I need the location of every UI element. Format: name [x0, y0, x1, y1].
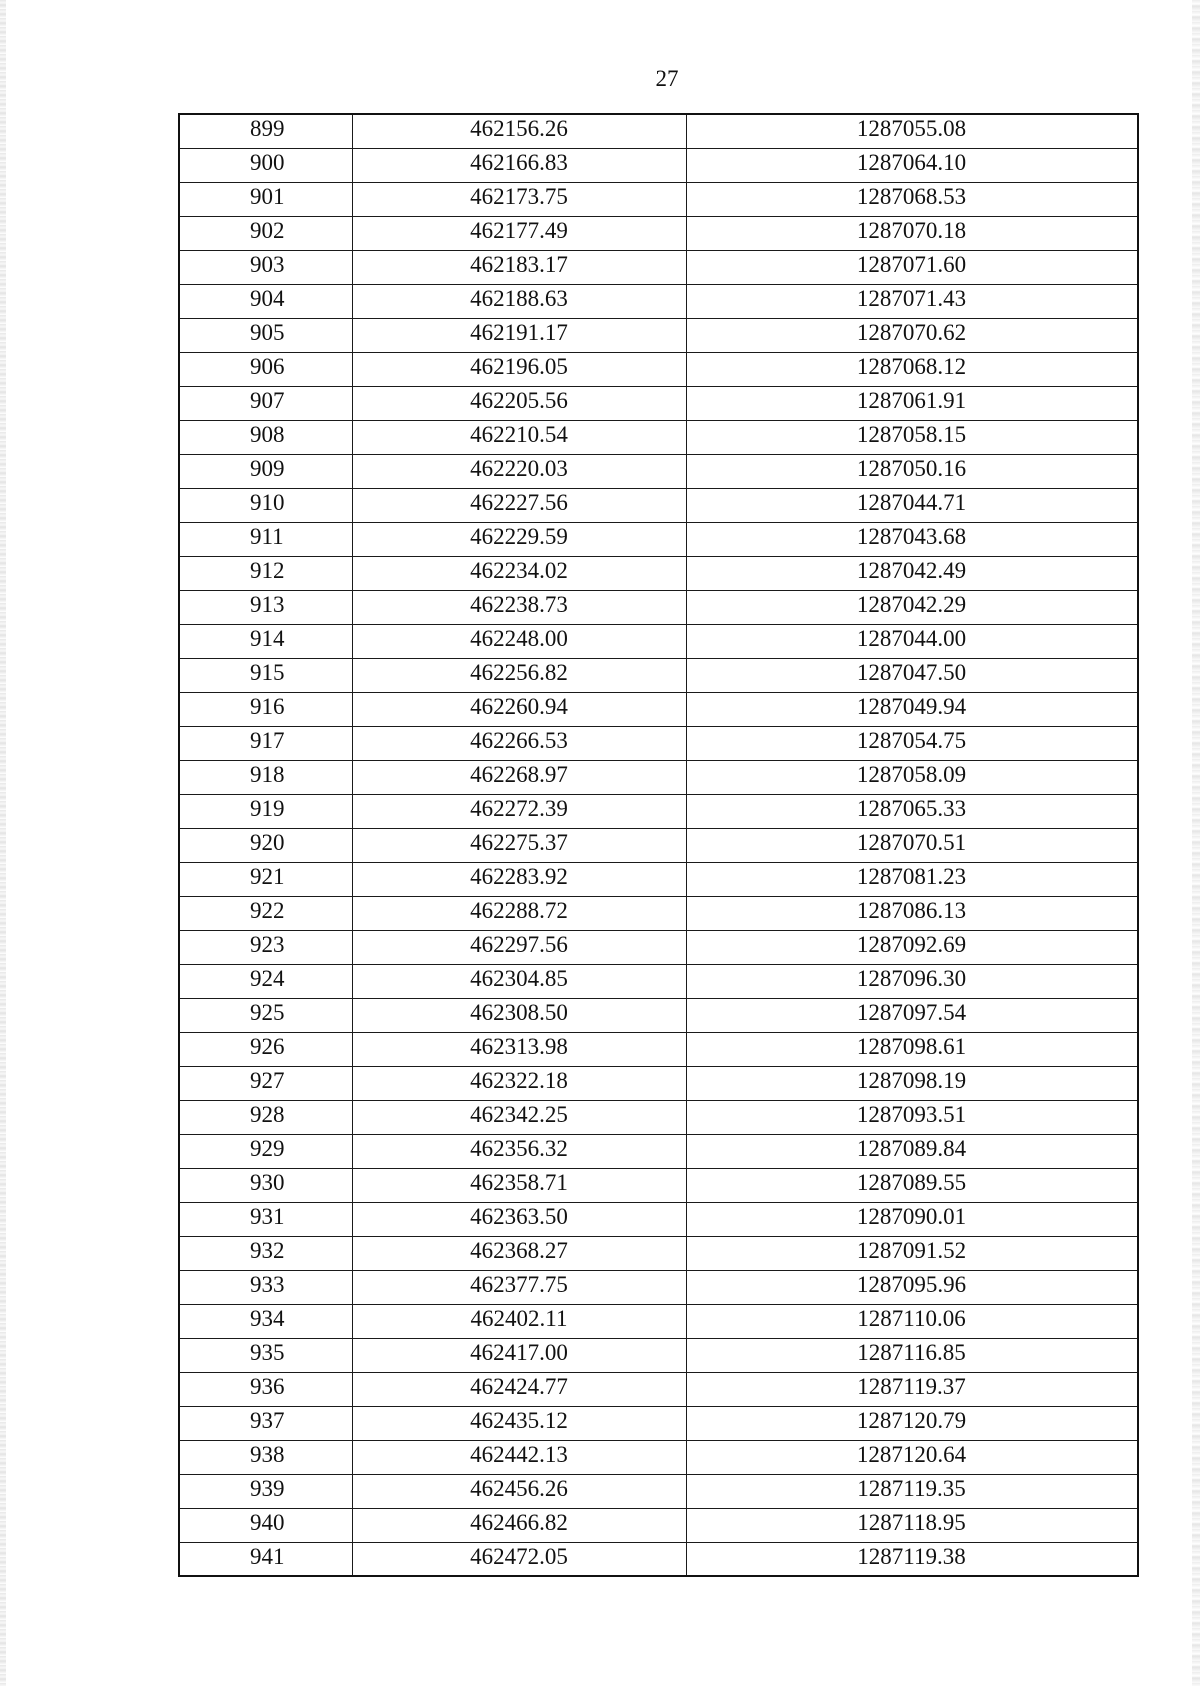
y-coordinate-cell: 1287068.53: [686, 182, 1138, 216]
y-coordinate-cell: 1287042.49: [686, 556, 1138, 590]
table-row: [179, 658, 1138, 692]
x-coordinate-cell: 462424.77: [352, 1372, 686, 1406]
y-coordinate-cell: 1287097.54: [686, 998, 1138, 1032]
point-id-cell: 903: [179, 250, 352, 284]
point-id-cell: 910: [179, 488, 352, 522]
y-coordinate-cell: 1287042.29: [686, 590, 1138, 624]
y-coordinate-cell: 1287120.79: [686, 1406, 1138, 1440]
point-id-cell: 919: [179, 794, 352, 828]
table-row: [179, 1270, 1138, 1304]
x-coordinate-cell: 462435.12: [352, 1406, 686, 1440]
y-coordinate-cell: 1287070.18: [686, 216, 1138, 250]
table-row: [179, 930, 1138, 964]
table-row: [179, 1304, 1138, 1338]
table-row: [179, 250, 1138, 284]
table-row: [179, 284, 1138, 318]
x-coordinate-cell: 462356.32: [352, 1134, 686, 1168]
y-coordinate-cell: 1287058.09: [686, 760, 1138, 794]
x-coordinate-cell: 462166.83: [352, 148, 686, 182]
table-row: [179, 352, 1138, 386]
point-id-cell: 912: [179, 556, 352, 590]
y-coordinate-cell: 1287086.13: [686, 896, 1138, 930]
point-id-cell: 931: [179, 1202, 352, 1236]
point-id-cell: 915: [179, 658, 352, 692]
point-id-cell: 900: [179, 148, 352, 182]
x-coordinate-cell: 462466.82: [352, 1508, 686, 1542]
x-coordinate-cell: 462234.02: [352, 556, 686, 590]
point-id-cell: 914: [179, 624, 352, 658]
table-row: [179, 1236, 1138, 1270]
y-coordinate-cell: 1287050.16: [686, 454, 1138, 488]
point-id-cell: 908: [179, 420, 352, 454]
point-id-cell: 901: [179, 182, 352, 216]
table-row: [179, 1508, 1138, 1542]
y-coordinate-cell: 1287055.08: [686, 114, 1138, 148]
table-row: [179, 148, 1138, 182]
y-coordinate-cell: 1287054.75: [686, 726, 1138, 760]
y-coordinate-cell: 1287044.00: [686, 624, 1138, 658]
y-coordinate-cell: 1287119.35: [686, 1474, 1138, 1508]
y-coordinate-cell: 1287098.61: [686, 1032, 1138, 1066]
y-coordinate-cell: 1287061.91: [686, 386, 1138, 420]
table-row: [179, 1338, 1138, 1372]
point-id-cell: 918: [179, 760, 352, 794]
table-row: [179, 726, 1138, 760]
y-coordinate-cell: 1287110.06: [686, 1304, 1138, 1338]
coordinate-table-body: [179, 114, 1138, 1576]
point-id-cell: 911: [179, 522, 352, 556]
point-id-cell: 930: [179, 1168, 352, 1202]
x-coordinate-cell: 462210.54: [352, 420, 686, 454]
table-row: [179, 1202, 1138, 1236]
point-id-cell: 909: [179, 454, 352, 488]
point-id-cell: 924: [179, 964, 352, 998]
x-coordinate-cell: 462304.85: [352, 964, 686, 998]
x-coordinate-cell: 462173.75: [352, 182, 686, 216]
point-id-cell: 920: [179, 828, 352, 862]
table-row: [179, 420, 1138, 454]
table-row: [179, 1474, 1138, 1508]
y-coordinate-cell: 1287119.37: [686, 1372, 1138, 1406]
y-coordinate-cell: 1287095.96: [686, 1270, 1138, 1304]
y-coordinate-cell: 1287096.30: [686, 964, 1138, 998]
y-coordinate-cell: 1287092.69: [686, 930, 1138, 964]
x-coordinate-cell: 462322.18: [352, 1066, 686, 1100]
y-coordinate-cell: 1287071.60: [686, 250, 1138, 284]
x-coordinate-cell: 462402.11: [352, 1304, 686, 1338]
point-id-cell: 916: [179, 692, 352, 726]
table-row: [179, 1066, 1138, 1100]
point-id-cell: 899: [179, 114, 352, 148]
point-id-cell: 913: [179, 590, 352, 624]
table-row: [179, 556, 1138, 590]
y-coordinate-cell: 1287093.51: [686, 1100, 1138, 1134]
point-id-cell: 925: [179, 998, 352, 1032]
point-id-cell: 927: [179, 1066, 352, 1100]
y-coordinate-cell: 1287065.33: [686, 794, 1138, 828]
coordinate-table: [178, 113, 1139, 1577]
x-coordinate-cell: 462183.17: [352, 250, 686, 284]
x-coordinate-cell: 462297.56: [352, 930, 686, 964]
y-coordinate-cell: 1287058.15: [686, 420, 1138, 454]
y-coordinate-cell: 1287089.55: [686, 1168, 1138, 1202]
x-coordinate-cell: 462227.56: [352, 488, 686, 522]
x-coordinate-cell: 462417.00: [352, 1338, 686, 1372]
point-id-cell: 936: [179, 1372, 352, 1406]
y-coordinate-cell: 1287098.19: [686, 1066, 1138, 1100]
point-id-cell: 932: [179, 1236, 352, 1270]
point-id-cell: 906: [179, 352, 352, 386]
x-coordinate-cell: 462342.25: [352, 1100, 686, 1134]
x-coordinate-cell: 462205.56: [352, 386, 686, 420]
y-coordinate-cell: 1287049.94: [686, 692, 1138, 726]
table-row: [179, 794, 1138, 828]
x-coordinate-cell: 462442.13: [352, 1440, 686, 1474]
point-id-cell: 907: [179, 386, 352, 420]
x-coordinate-cell: 462308.50: [352, 998, 686, 1032]
point-id-cell: 905: [179, 318, 352, 352]
table-row: [179, 1542, 1138, 1576]
y-coordinate-cell: 1287070.51: [686, 828, 1138, 862]
page-number: 27: [655, 66, 679, 91]
x-coordinate-cell: 462177.49: [352, 216, 686, 250]
x-coordinate-cell: 462275.37: [352, 828, 686, 862]
table-row: [179, 318, 1138, 352]
table-row: [179, 1100, 1138, 1134]
table-row: [179, 488, 1138, 522]
x-coordinate-cell: 462220.03: [352, 454, 686, 488]
y-coordinate-cell: 1287043.68: [686, 522, 1138, 556]
table-row: [179, 1440, 1138, 1474]
point-id-cell: 917: [179, 726, 352, 760]
point-id-cell: 929: [179, 1134, 352, 1168]
x-coordinate-cell: 462368.27: [352, 1236, 686, 1270]
x-coordinate-cell: 462472.05: [352, 1542, 686, 1576]
y-coordinate-cell: 1287044.71: [686, 488, 1138, 522]
table-row: [179, 998, 1138, 1032]
y-coordinate-cell: 1287068.12: [686, 352, 1138, 386]
table-row: [179, 590, 1138, 624]
y-coordinate-cell: 1287064.10: [686, 148, 1138, 182]
point-id-cell: 923: [179, 930, 352, 964]
y-coordinate-cell: 1287119.38: [686, 1542, 1138, 1576]
table-row: [179, 760, 1138, 794]
x-coordinate-cell: 462229.59: [352, 522, 686, 556]
table-row: [179, 964, 1138, 998]
y-coordinate-cell: 1287047.50: [686, 658, 1138, 692]
point-id-cell: 928: [179, 1100, 352, 1134]
y-coordinate-cell: 1287070.62: [686, 318, 1138, 352]
table-row: [179, 1406, 1138, 1440]
x-coordinate-cell: 462188.63: [352, 284, 686, 318]
table-row: [179, 1372, 1138, 1406]
table-row: [179, 182, 1138, 216]
point-id-cell: 938: [179, 1440, 352, 1474]
x-coordinate-cell: 462358.71: [352, 1168, 686, 1202]
table-row: [179, 1168, 1138, 1202]
x-coordinate-cell: 462377.75: [352, 1270, 686, 1304]
point-id-cell: 937: [179, 1406, 352, 1440]
table-row: [179, 386, 1138, 420]
table-row: [179, 828, 1138, 862]
table-row: [179, 522, 1138, 556]
scan-edge-left: [0, 0, 6, 1686]
point-id-cell: 921: [179, 862, 352, 896]
x-coordinate-cell: 462156.26: [352, 114, 686, 148]
x-coordinate-cell: 462288.72: [352, 896, 686, 930]
y-coordinate-cell: 1287118.95: [686, 1508, 1138, 1542]
point-id-cell: 926: [179, 1032, 352, 1066]
x-coordinate-cell: 462256.82: [352, 658, 686, 692]
y-coordinate-cell: 1287090.01: [686, 1202, 1138, 1236]
table-row: [179, 692, 1138, 726]
point-id-cell: 939: [179, 1474, 352, 1508]
x-coordinate-cell: 462191.17: [352, 318, 686, 352]
x-coordinate-cell: 462196.05: [352, 352, 686, 386]
table-row: [179, 216, 1138, 250]
point-id-cell: 935: [179, 1338, 352, 1372]
table-row: [179, 1134, 1138, 1168]
y-coordinate-cell: 1287089.84: [686, 1134, 1138, 1168]
table-row: [179, 896, 1138, 930]
point-id-cell: 941: [179, 1542, 352, 1576]
point-id-cell: 940: [179, 1508, 352, 1542]
table-row: [179, 1032, 1138, 1066]
point-id-cell: 922: [179, 896, 352, 930]
y-coordinate-cell: 1287071.43: [686, 284, 1138, 318]
x-coordinate-cell: 462456.26: [352, 1474, 686, 1508]
x-coordinate-cell: 462248.00: [352, 624, 686, 658]
x-coordinate-cell: 462272.39: [352, 794, 686, 828]
table-row: [179, 114, 1138, 148]
y-coordinate-cell: 1287120.64: [686, 1440, 1138, 1474]
table-row: [179, 862, 1138, 896]
x-coordinate-cell: 462238.73: [352, 590, 686, 624]
x-coordinate-cell: 462268.97: [352, 760, 686, 794]
x-coordinate-cell: 462266.53: [352, 726, 686, 760]
point-id-cell: 933: [179, 1270, 352, 1304]
point-id-cell: 904: [179, 284, 352, 318]
x-coordinate-cell: 462260.94: [352, 692, 686, 726]
x-coordinate-cell: 462363.50: [352, 1202, 686, 1236]
table-row: [179, 454, 1138, 488]
scan-edge-right: [1192, 0, 1200, 1686]
y-coordinate-cell: 1287091.52: [686, 1236, 1138, 1270]
x-coordinate-cell: 462313.98: [352, 1032, 686, 1066]
y-coordinate-cell: 1287081.23: [686, 862, 1138, 896]
y-coordinate-cell: 1287116.85: [686, 1338, 1138, 1372]
table-row: [179, 624, 1138, 658]
x-coordinate-cell: 462283.92: [352, 862, 686, 896]
point-id-cell: 934: [179, 1304, 352, 1338]
point-id-cell: 902: [179, 216, 352, 250]
